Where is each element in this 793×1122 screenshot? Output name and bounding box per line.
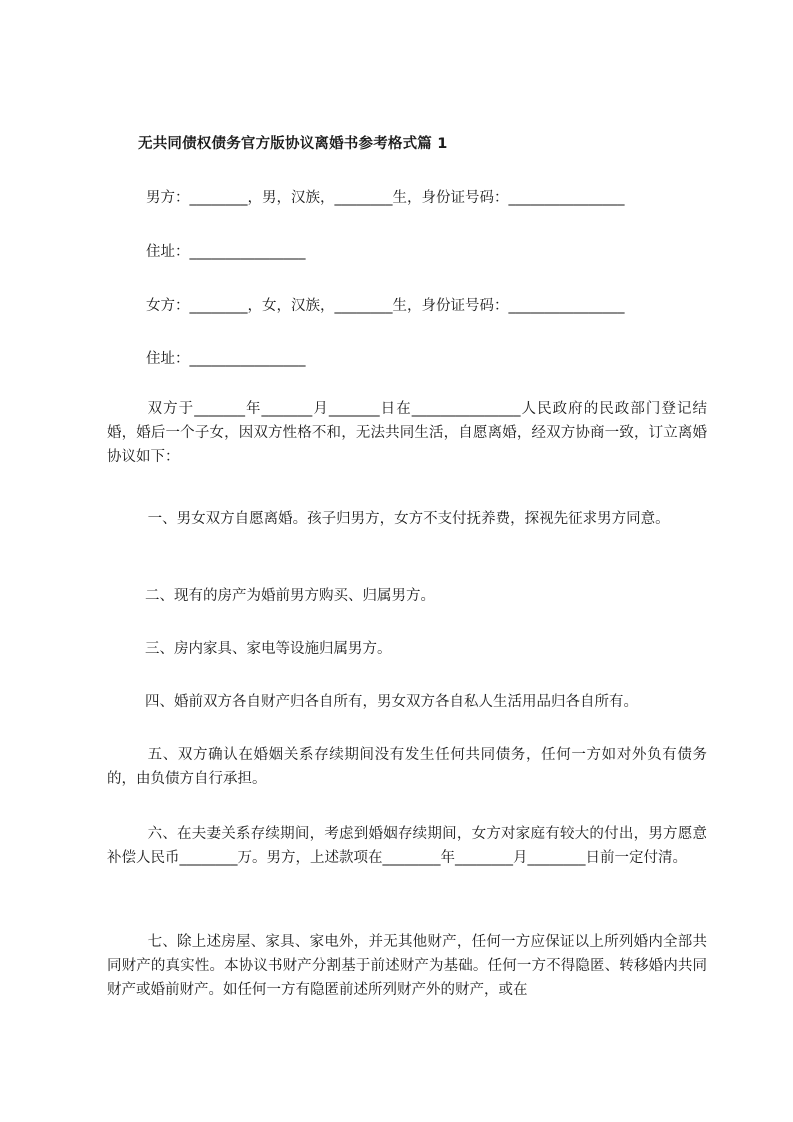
clause-1: 一、男女双方自愿离婚。孩子归男方，女方不支付抚养费，探视先征求男方同意。 [147,511,670,527]
clause-4: 四、婚前双方各自财产归各自所有，男女双方各自私人生活用品归各自所有。 [145,694,638,710]
clause-6: 六、在夫妻关系存续期间，考虑到婚姻存续期间，女方对家庭有较大的付出，男方愿意补偿人民币________万。男方，上述款项在________年________月________日前一定付清。 [107,826,707,866]
clause-5: 五、双方确认在婚姻关系存续期间没有发生任何共同债务，任何一方如对外负有债务的，由负债方自行承担。 [107,747,707,787]
female-address-line: 住址：________________ [146,351,306,367]
female-info-line: 女方：________，女，汉族，________生，身份证号码：________________ [146,298,625,314]
document-title: 无共同债权债务官方版协议离婚书参考格式篇 1 [138,136,448,152]
clause-3: 三、房内家具、家电等设施归属男方。 [145,641,392,657]
male-info-line: 男方：________，男，汉族，________生，身份证号码：________________ [146,190,625,206]
intro-paragraph: 双方于_______年_______月_______日在_______________人民政府的民政部门登记结婚，婚后一个子女，因双方性格不和，无法共同生活，自愿离婚，经双方协商一致，订立离婚协议如下： [107,401,707,465]
male-address-line: 住址：________________ [146,244,306,260]
clause-7: 七、除上述房屋、家具、家电外，并无其他财产，任何一方应保证以上所列婚内全部共同财产的真实性。本协议书财产分割基于前述财产为基础。任何一方不得隐匿、转移婚内共同财产或婚前财产。如任何一方有隐匿前述所列财产外的财产，或在 [107,934,707,998]
clause-2: 二、现有的房产为婚前男方购买、归属男方。 [145,588,435,604]
